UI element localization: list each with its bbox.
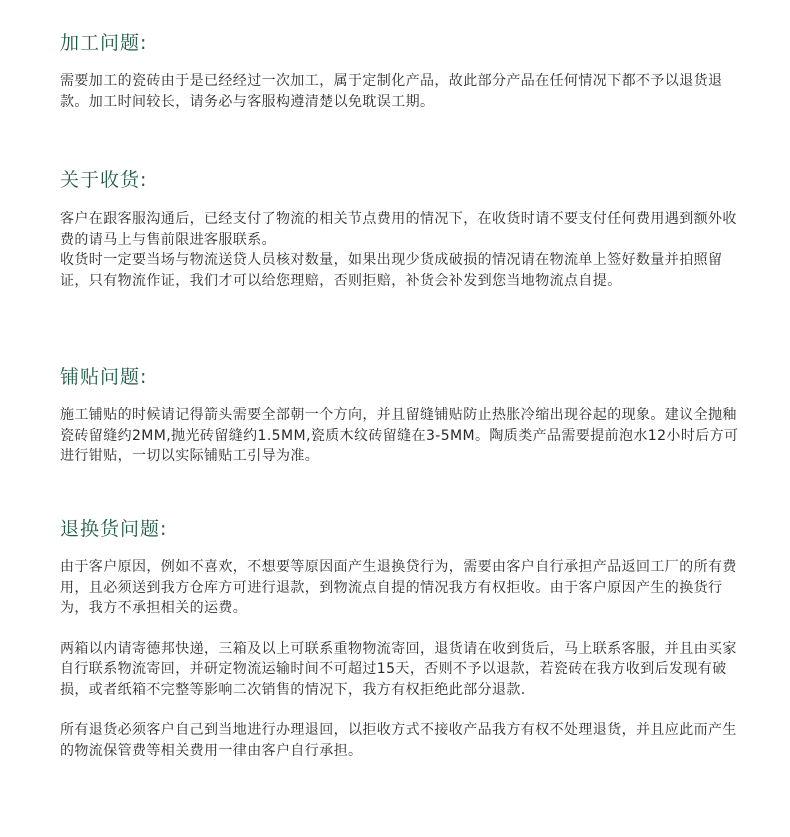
- paragraph: 施工铺贴的时候请记得箭头需要全部朝一个方向，并且留缝铺贴防止热胀冷缩出现谷起的现象。建议全抛釉瓷砖留缝约2MM,抛光砖留缝约1.5MM,瓷质木纹砖留缝在3-5MM。陶质类产品需要提前泡水12小时后方可进行钳贴，一切以实际铺贴工引导为准。: [60, 407, 739, 464]
- section-title: 铺贴问题:: [60, 366, 148, 388]
- section-title: 加工问题:: [60, 32, 148, 54]
- paragraph: 收货时一定要当场与物流送贷人员核对数量，如果出现少货成破损的情况请在物流单上签好数量并拍照留证，只有物流作证，我们才可以给您理赔，否则拒赔，补货会补发到您当地物流点自提。: [60, 252, 723, 289]
- section-body: [60, 209, 750, 291]
- paragraph: 两箱以内请寄德邦快递，三箱及以上可联系重物物流寄回，退货请在收到货后，马上联系客服，并且由买家自行联系物流寄回，并研定物流运输时间不可超过15天，否则不予以退款，若瓷砖在我方收到后发现有破损，或者纸箱不完整等影响二次销售的情况下，我方有权拒绝此部分退款.: [60, 640, 737, 698]
- section-body: [60, 557, 750, 761]
- section-tiling: [60, 364, 750, 467]
- paragraph: 所有退货必须客户自己到当地进行办理退回，以拒收方式不接收产品我方有权不处理退货，并且应此而产生的物流保管费等相关费用一律由客户自行承担。: [60, 722, 737, 759]
- section-returns: [60, 516, 750, 761]
- section-body: [60, 71, 750, 112]
- section-title: 退换货问题:: [60, 518, 168, 540]
- paragraph: 客户在跟客服沟通后，已经支付了物流的相关节点费用的情况下，在收货时请不要支付任何费用遇到额外收费的请马上与售前限进客服联系。: [60, 211, 737, 248]
- paragraph: 由于客户原因，例如不喜欢，不想要等原因面产生退换贷行为，需要由客户自行承担产品返回工厂的所有费用，且必须送到我方仓库方可进行退款，到物流点自提的情况我方有权拒收。由于客户原因产生的换货行为，我方不承担相关的运费。: [60, 559, 737, 616]
- section-body: [60, 405, 750, 467]
- section-title: 关于收货:: [60, 169, 148, 191]
- paragraph: 需要加工的瓷砖由于是已经经过一次加工，属于定制化产品，故此部分产品在任何情况下都不予以退货退款。加工时间较长，请务必与客服构遵清楚以免耽误工期。: [60, 73, 723, 110]
- section-receiving: [60, 167, 750, 291]
- section-processing: [60, 30, 750, 112]
